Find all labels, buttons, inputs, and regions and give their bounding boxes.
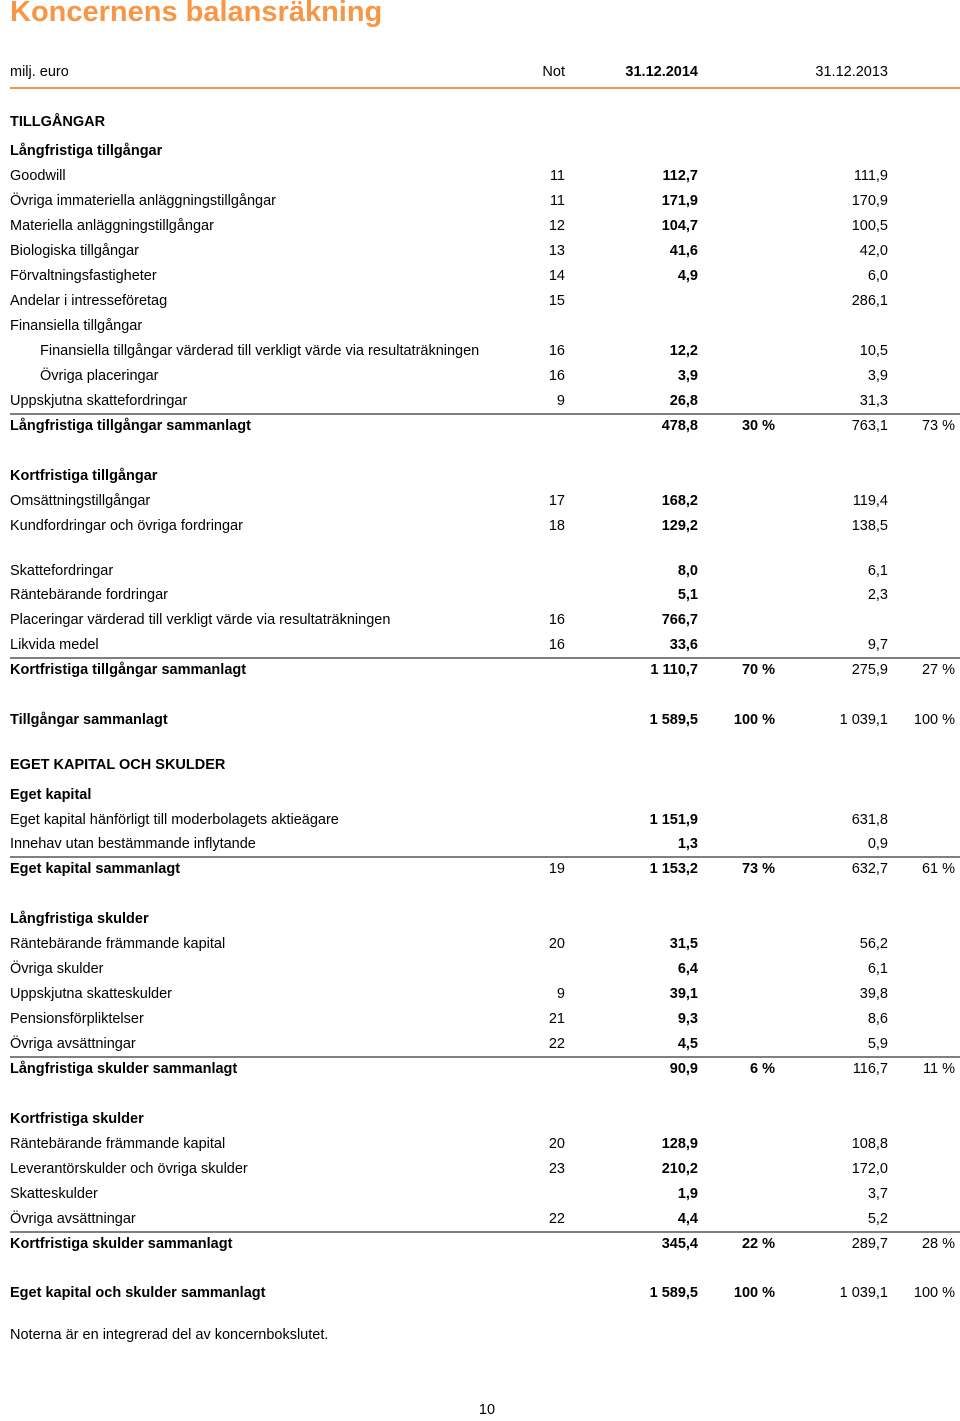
value-2014: 1,3 <box>677 836 698 852</box>
percent-2014: 73 % <box>741 861 775 877</box>
table-row <box>10 1107 960 1131</box>
table-row <box>10 907 960 931</box>
table-row <box>10 489 960 513</box>
value-2014: 33,6 <box>669 637 698 653</box>
value-2014: 12,2 <box>669 343 698 359</box>
value-2013: 119,4 <box>852 493 888 509</box>
row-label: Eget kapital hänförligt till moderbolagets aktieägare <box>10 812 339 828</box>
value-2014: 1 110,7 <box>650 662 698 678</box>
row-note: 14 <box>548 268 565 284</box>
row-note: 12 <box>548 218 565 234</box>
table-row <box>10 1232 960 1256</box>
table-row <box>10 753 960 777</box>
row-note: 22 <box>548 1211 565 1227</box>
row-note: 21 <box>548 1011 565 1027</box>
row-label: Räntebärande främmande kapital <box>10 936 226 952</box>
percent-2014: 30 % <box>741 418 775 434</box>
note-column-header: Not <box>542 64 565 80</box>
column-header-2014: 31.12.2014 <box>625 64 698 80</box>
value-2014: 129,2 <box>661 518 698 534</box>
value-2014: 1,9 <box>677 1186 698 1202</box>
value-2013: 632,7 <box>851 861 888 877</box>
row-label: Kundfordringar och övriga fordringar <box>10 518 243 534</box>
percent-2014: 70 % <box>741 662 775 678</box>
row-note: 9 <box>556 393 565 409</box>
total-divider <box>10 1056 960 1058</box>
value-2013: 39,8 <box>859 986 888 1002</box>
table-row <box>10 239 960 263</box>
value-2014: 6,4 <box>677 961 698 977</box>
row-note: 20 <box>548 1136 565 1152</box>
value-2013: 108,8 <box>851 1136 888 1152</box>
row-label: Övriga immateriella anläggningstillgångar <box>10 193 276 209</box>
table-row <box>10 139 960 163</box>
table-row <box>10 832 960 856</box>
value-2013: 42,0 <box>859 243 888 259</box>
row-label: Kortfristiga tillgångar <box>10 468 158 484</box>
row-note: 20 <box>548 936 565 952</box>
percent-2013: 11 % <box>923 1061 955 1077</box>
value-2013: 763,1 <box>851 418 888 434</box>
table-row <box>10 414 960 438</box>
value-2013: 631,8 <box>851 812 888 828</box>
table-row <box>10 464 960 488</box>
row-label: EGET KAPITAL OCH SKULDER <box>10 757 226 773</box>
table-row <box>10 1057 960 1081</box>
value-2013: 172,0 <box>851 1161 888 1177</box>
row-note: 16 <box>548 637 565 653</box>
value-2013: 0,9 <box>867 836 888 852</box>
row-label: Leverantörskulder och övriga skulder <box>10 1161 248 1177</box>
value-2014: 766,7 <box>661 612 698 628</box>
table-row <box>10 1207 960 1231</box>
total-divider <box>10 856 960 858</box>
value-2013: 286,1 <box>851 293 888 309</box>
value-2013: 9,7 <box>867 637 888 653</box>
value-2013: 3,9 <box>867 368 888 384</box>
row-label: Övriga avsättningar <box>10 1036 136 1052</box>
row-label: Uppskjutna skatteskulder <box>10 986 172 1002</box>
row-label: Kortfristiga skulder sammanlagt <box>10 1236 233 1252</box>
row-label: Finansiella tillgångar värderad till verkligt värde via resultaträkningen <box>40 343 480 359</box>
value-2013: 111,9 <box>853 168 888 184</box>
row-label: Finansiella tillgångar <box>10 318 143 334</box>
percent-2014: 6 % <box>750 1061 775 1077</box>
row-label: Övriga avsättningar <box>10 1211 136 1227</box>
table-row <box>10 783 960 807</box>
value-2013: 100,5 <box>851 218 888 234</box>
table-row <box>10 289 960 313</box>
footnote: Noterna är en integrerad del av koncernbokslutet. <box>10 1327 329 1343</box>
table-row <box>10 1032 960 1056</box>
value-2014: 3,9 <box>677 368 698 384</box>
total-divider <box>10 657 960 659</box>
value-2013: 116,7 <box>852 1061 888 1077</box>
percent-2014: 22 % <box>741 1236 775 1252</box>
row-note: 22 <box>548 1036 565 1052</box>
row-note: 13 <box>548 243 565 259</box>
table-row <box>10 1007 960 1031</box>
value-2013: 275,9 <box>851 662 888 678</box>
row-label: Likvida medel <box>10 637 99 653</box>
row-label: Räntebärande fordringar <box>10 587 168 603</box>
row-label: Långfristiga skulder <box>10 911 149 927</box>
value-2013: 8,6 <box>867 1011 888 1027</box>
table-header <box>10 60 960 84</box>
percent-2014: 100 % <box>733 712 775 728</box>
row-label: Biologiska tillgångar <box>10 243 139 259</box>
percent-2013: 100 % <box>913 712 955 728</box>
percent-2013: 100 % <box>913 1285 955 1301</box>
table-row <box>10 264 960 288</box>
table-row <box>10 514 960 538</box>
page-number: 10 <box>478 1402 496 1418</box>
value-2013: 3,7 <box>867 1186 888 1202</box>
row-note: 11 <box>549 193 565 209</box>
value-2014: 9,3 <box>677 1011 698 1027</box>
row-label: Långfristiga tillgångar sammanlagt <box>10 418 251 434</box>
row-note: 9 <box>556 986 565 1002</box>
row-label: Förvaltningsfastigheter <box>10 268 157 284</box>
row-label: Eget kapital och skulder sammanlagt <box>10 1285 266 1301</box>
row-label: Eget kapital sammanlagt <box>10 861 181 877</box>
total-divider <box>10 1231 960 1233</box>
row-note: 18 <box>548 518 565 534</box>
percent-2013: 73 % <box>921 418 955 434</box>
table-row <box>10 1182 960 1206</box>
row-label: Omsättningstillgångar <box>10 493 151 509</box>
table-row <box>10 110 960 134</box>
value-2013: 5,2 <box>867 1211 888 1227</box>
table-row <box>10 608 960 632</box>
table-row <box>10 314 960 338</box>
table-row <box>10 164 960 188</box>
value-2013: 5,9 <box>867 1036 888 1052</box>
table-row <box>10 1281 960 1305</box>
value-2014: 31,5 <box>669 936 698 952</box>
table-row <box>10 1132 960 1156</box>
table-row <box>10 932 960 956</box>
value-2014: 478,8 <box>661 418 698 434</box>
table-row <box>10 658 960 682</box>
row-note: 16 <box>548 368 565 384</box>
value-2014: 41,6 <box>669 243 698 259</box>
value-2014: 112,7 <box>662 168 698 184</box>
value-2013: 289,7 <box>851 1236 888 1252</box>
value-2013: 1 039,1 <box>839 712 888 728</box>
value-2014: 171,9 <box>661 193 698 209</box>
value-2014: 26,8 <box>669 393 698 409</box>
table-row <box>10 957 960 981</box>
table-row <box>10 364 960 388</box>
value-2013: 6,1 <box>867 961 888 977</box>
value-2014: 104,7 <box>661 218 698 234</box>
row-note: 11 <box>549 168 565 184</box>
row-note: 15 <box>548 293 565 309</box>
row-label: Innehav utan bestämmande inflytande <box>10 836 256 852</box>
row-label: Eget kapital <box>10 787 92 803</box>
table-row <box>10 708 960 732</box>
value-2013: 6,1 <box>867 563 888 579</box>
row-label: Pensionsförpliktelser <box>10 1011 144 1027</box>
value-2013: 1 039,1 <box>839 1285 888 1301</box>
unit-label: milj. euro <box>10 64 69 80</box>
row-label: Övriga placeringar <box>40 368 159 384</box>
value-2013: 138,5 <box>851 518 888 534</box>
table-row <box>10 339 960 363</box>
row-label: Kortfristiga skulder <box>10 1111 144 1127</box>
column-header-2013: 31.12.2013 <box>815 64 888 80</box>
value-2014: 4,4 <box>677 1211 698 1227</box>
table-row <box>10 214 960 238</box>
page-title: Koncernens balansräkning <box>10 0 383 28</box>
value-2013: 2,3 <box>867 587 888 603</box>
value-2014: 39,1 <box>669 986 698 1002</box>
row-note: 23 <box>548 1161 565 1177</box>
table-row <box>10 189 960 213</box>
header-divider <box>10 87 960 89</box>
value-2014: 128,9 <box>661 1136 698 1152</box>
value-2014: 8,0 <box>677 563 698 579</box>
row-label: Materiella anläggningstillgångar <box>10 218 214 234</box>
value-2014: 345,4 <box>661 1236 698 1252</box>
row-note: 16 <box>548 343 565 359</box>
row-label: Långfristiga tillgångar <box>10 143 163 159</box>
row-label: Långfristiga skulder sammanlagt <box>10 1061 238 1077</box>
table-row <box>10 808 960 832</box>
value-2014: 168,2 <box>661 493 698 509</box>
value-2014: 1 153,2 <box>649 861 698 877</box>
row-label: Goodwill <box>10 168 66 184</box>
table-row <box>10 1157 960 1181</box>
value-2013: 31,3 <box>859 393 888 409</box>
percent-2013: 28 % <box>921 1236 955 1252</box>
table-row <box>10 583 960 607</box>
value-2014: 1 589,5 <box>649 1285 698 1301</box>
value-2014: 90,9 <box>669 1061 698 1077</box>
percent-2014: 100 % <box>733 1285 775 1301</box>
row-note: 16 <box>548 612 565 628</box>
table-row <box>10 857 960 881</box>
value-2013: 10,5 <box>859 343 888 359</box>
row-note: 17 <box>548 493 565 509</box>
row-label: Uppskjutna skattefordringar <box>10 393 188 409</box>
row-label: Övriga skulder <box>10 961 104 977</box>
value-2014: 210,2 <box>661 1161 698 1177</box>
value-2014: 4,9 <box>677 268 698 284</box>
percent-2013: 27 % <box>921 662 955 678</box>
row-label: Kortfristiga tillgångar sammanlagt <box>10 662 247 678</box>
table-row <box>10 982 960 1006</box>
value-2014: 1 151,9 <box>649 812 698 828</box>
row-label: Skattefordringar <box>10 563 114 579</box>
table-row <box>10 559 960 583</box>
value-2014: 1 589,5 <box>649 712 698 728</box>
value-2013: 56,2 <box>859 936 888 952</box>
row-label: Skatteskulder <box>10 1186 98 1202</box>
row-note: 19 <box>548 861 565 877</box>
value-2013: 170,9 <box>851 193 888 209</box>
value-2014: 5,1 <box>677 587 698 603</box>
row-label: Placeringar värderad till verkligt värde via resultaträkningen <box>10 612 391 628</box>
row-label: TILLGÅNGAR <box>10 114 106 130</box>
row-label: Tillgångar sammanlagt <box>10 712 168 728</box>
row-label: Räntebärande främmande kapital <box>10 1136 226 1152</box>
total-divider <box>10 413 960 415</box>
table-row <box>10 633 960 657</box>
row-label: Andelar i intresseföretag <box>10 293 168 309</box>
percent-2013: 61 % <box>921 861 955 877</box>
table-row <box>10 389 960 413</box>
value-2013: 6,0 <box>867 268 888 284</box>
value-2014: 4,5 <box>677 1036 698 1052</box>
